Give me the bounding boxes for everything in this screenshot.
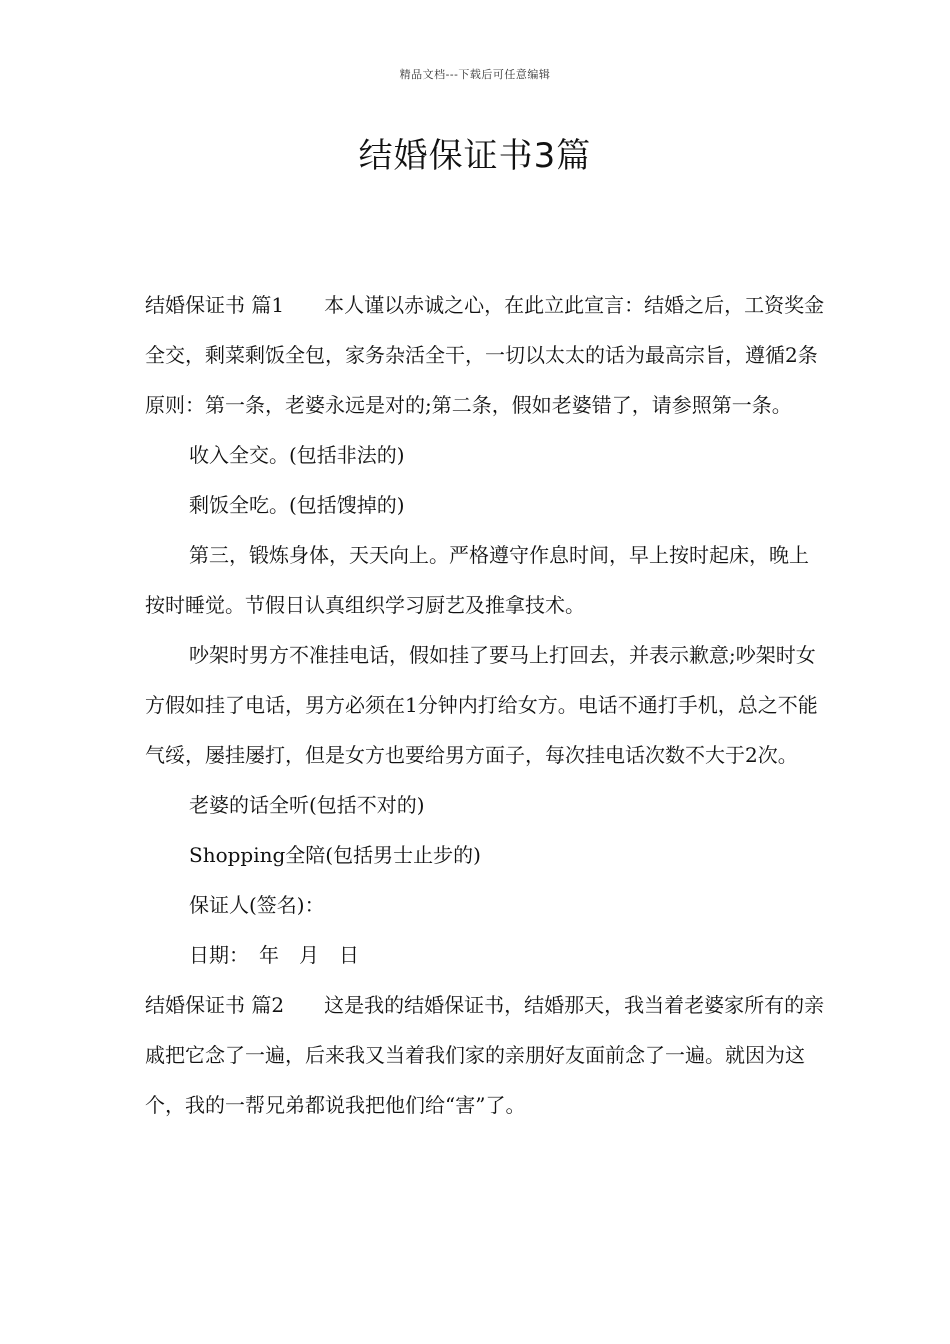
paragraph-shopping: Shopping全陪(包括男士止步的) (189, 843, 481, 867)
document-body (145, 280, 825, 1130)
paragraph-income: 收入全交。(包括非法的) (189, 443, 405, 467)
paragraph-section-1-intro: 结婚保证书 篇1 本人谨以赤诚之心，在此立此宣言：结婚之后，工资奖金全交，剩菜剩饭全包，家务杂活全干，一切以太太的话为最高宗旨，遵循2条原则：第一条，老婆永远是对的;第二条，假如老婆错了，请参照第一条。 (145, 293, 825, 417)
header-note: 精品文档---下载后可任意编辑 (399, 68, 551, 81)
date-line: 日期： 年 月 日 (189, 943, 359, 967)
paragraph-exercise: 第三，锻炼身体，天天向上。严格遵守作息时间，早上按时起床，晚上按时睡觉。节假日认真组织学习厨艺及推拿技术。 (145, 543, 809, 617)
document-title: 结婚保证书3篇 (358, 136, 592, 176)
signature-line: 保证人(签名)： (189, 893, 325, 917)
paragraph-listen: 老婆的话全听(包括不对的) (189, 793, 425, 817)
paragraph-leftovers: 剩饭全吃。(包括馊掉的) (189, 493, 405, 517)
paragraph-phone-rules: 吵架时男方不准挂电话，假如挂了要马上打回去，并表示歉意;吵架时女方假如挂了电话，男方必须在1分钟内打给女方。电话不通打手机，总之不能气绥，屡挂屡打，但是女方也要给男方面子，每次挂电话次数不大于2次。 (145, 643, 818, 767)
paragraph-section-2-intro: 结婚保证书 篇2 这是我的结婚保证书，结婚那天，我当着老婆家所有的亲戚把它念了一遍，后来我又当着我们家的亲朋好友面前念了一遍。就因为这个，我的一帮兄弟都说我把他们给“害”了。 (145, 993, 825, 1117)
